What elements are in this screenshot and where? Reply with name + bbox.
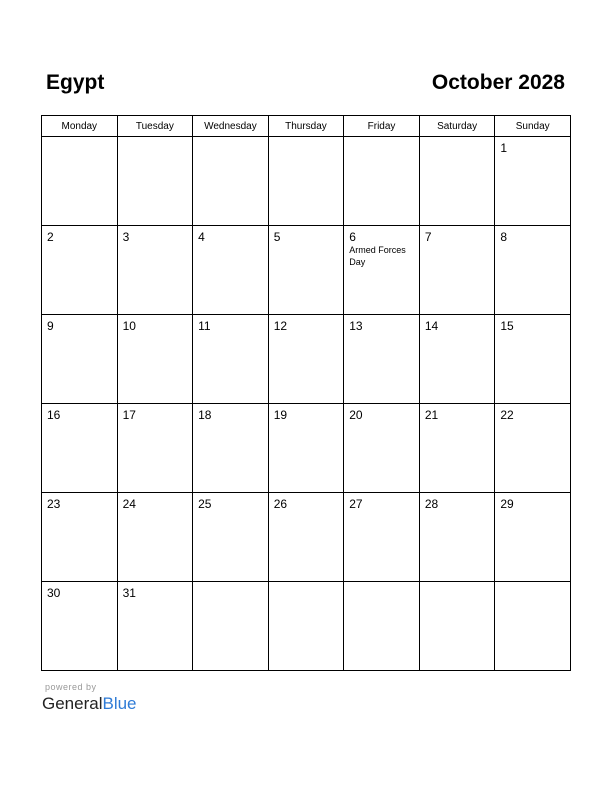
- empty-day-cell: [193, 137, 269, 226]
- week-row: [42, 493, 571, 582]
- day-cell: [268, 226, 344, 315]
- day-number: 10: [122, 319, 136, 333]
- day-number: 12: [273, 319, 288, 333]
- day-cell: [495, 137, 571, 226]
- day-number: 5: [273, 230, 281, 244]
- day-cell: [268, 404, 344, 493]
- generalblue-logo: [42, 694, 137, 714]
- day-number: 17: [122, 408, 136, 422]
- brand-part-general: General: [42, 694, 103, 713]
- day-number: 11: [198, 319, 211, 333]
- powered-by-label: powered by: [45, 682, 97, 692]
- day-cell: [344, 226, 420, 315]
- empty-day-cell: [495, 582, 571, 671]
- day-number: 1: [500, 141, 508, 155]
- day-cell: [419, 226, 495, 315]
- day-cell: [344, 493, 420, 582]
- day-number: 3: [122, 230, 130, 244]
- day-number: 13: [349, 319, 363, 333]
- week-row: [42, 315, 571, 404]
- day-cell: [193, 404, 269, 493]
- week-row: [42, 226, 571, 315]
- day-cell: [117, 493, 193, 582]
- day-cell: [42, 582, 118, 671]
- day-cell: [495, 404, 571, 493]
- empty-day-cell: [117, 137, 193, 226]
- day-number: 21: [424, 408, 439, 422]
- day-number: 29: [500, 497, 514, 511]
- day-cell: [117, 582, 193, 671]
- weekday-saturday: Saturday: [419, 116, 495, 137]
- month-year-title: October 2028: [431, 71, 565, 94]
- empty-day-cell: [344, 137, 420, 226]
- day-cell: [42, 404, 118, 493]
- empty-day-cell: [419, 582, 495, 671]
- weekday-monday: Monday: [42, 116, 118, 137]
- empty-day-cell: [268, 137, 344, 226]
- day-cell: [495, 493, 571, 582]
- day-number: 4: [198, 230, 205, 244]
- day-number: 16: [47, 408, 61, 422]
- day-number: 8: [500, 230, 508, 244]
- calendar-grid: [41, 115, 571, 671]
- day-number: 31: [122, 586, 136, 600]
- day-number: 23: [47, 497, 61, 511]
- day-number: 14: [424, 319, 439, 333]
- day-number: 30: [47, 586, 61, 600]
- day-cell: [193, 315, 269, 404]
- day-number: 7: [424, 230, 432, 244]
- holiday-label: Armed Forces Day: [349, 245, 406, 267]
- day-number: 9: [47, 319, 54, 333]
- day-cell: [268, 493, 344, 582]
- weekday-header-row: [42, 116, 571, 137]
- day-number: 18: [198, 408, 212, 422]
- empty-day-cell: [344, 582, 420, 671]
- weekday-friday: Friday: [344, 116, 420, 137]
- day-number: 20: [349, 408, 363, 422]
- day-cell: [117, 315, 193, 404]
- day-number: 28: [424, 497, 439, 511]
- day-cell: [419, 493, 495, 582]
- day-number: 24: [122, 497, 136, 511]
- day-cell: [193, 493, 269, 582]
- day-cell: [268, 315, 344, 404]
- week-row: [42, 404, 571, 493]
- day-cell: [495, 226, 571, 315]
- day-cell: [419, 404, 495, 493]
- day-cell: [117, 226, 193, 315]
- empty-day-cell: [193, 582, 269, 671]
- day-cell: [117, 404, 193, 493]
- day-cell: [344, 404, 420, 493]
- country-title: Egypt: [46, 71, 105, 94]
- weekday-sunday: Sunday: [495, 116, 571, 137]
- day-number: 25: [198, 497, 212, 511]
- brand-part-blue: Blue: [102, 694, 137, 713]
- day-number: 26: [273, 497, 288, 511]
- day-cell: [344, 315, 420, 404]
- weekday-thursday: Thursday: [268, 116, 344, 137]
- day-cell: [419, 315, 495, 404]
- day-number: 6: [349, 230, 356, 244]
- week-row: [42, 582, 571, 671]
- empty-day-cell: [268, 582, 344, 671]
- weekday-tuesday: Tuesday: [117, 116, 193, 137]
- day-number: 27: [349, 497, 363, 511]
- day-number: 15: [500, 319, 514, 333]
- day-cell: [495, 315, 571, 404]
- day-number: 19: [273, 408, 288, 422]
- day-cell: [193, 226, 269, 315]
- empty-day-cell: [419, 137, 495, 226]
- day-number: 2: [47, 230, 54, 244]
- week-row: [42, 137, 571, 226]
- weekday-wednesday: Wednesday: [193, 116, 269, 137]
- day-number: 22: [500, 408, 514, 422]
- empty-day-cell: [42, 137, 118, 226]
- day-cell: [42, 315, 118, 404]
- day-cell: [42, 226, 118, 315]
- day-cell: [42, 493, 118, 582]
